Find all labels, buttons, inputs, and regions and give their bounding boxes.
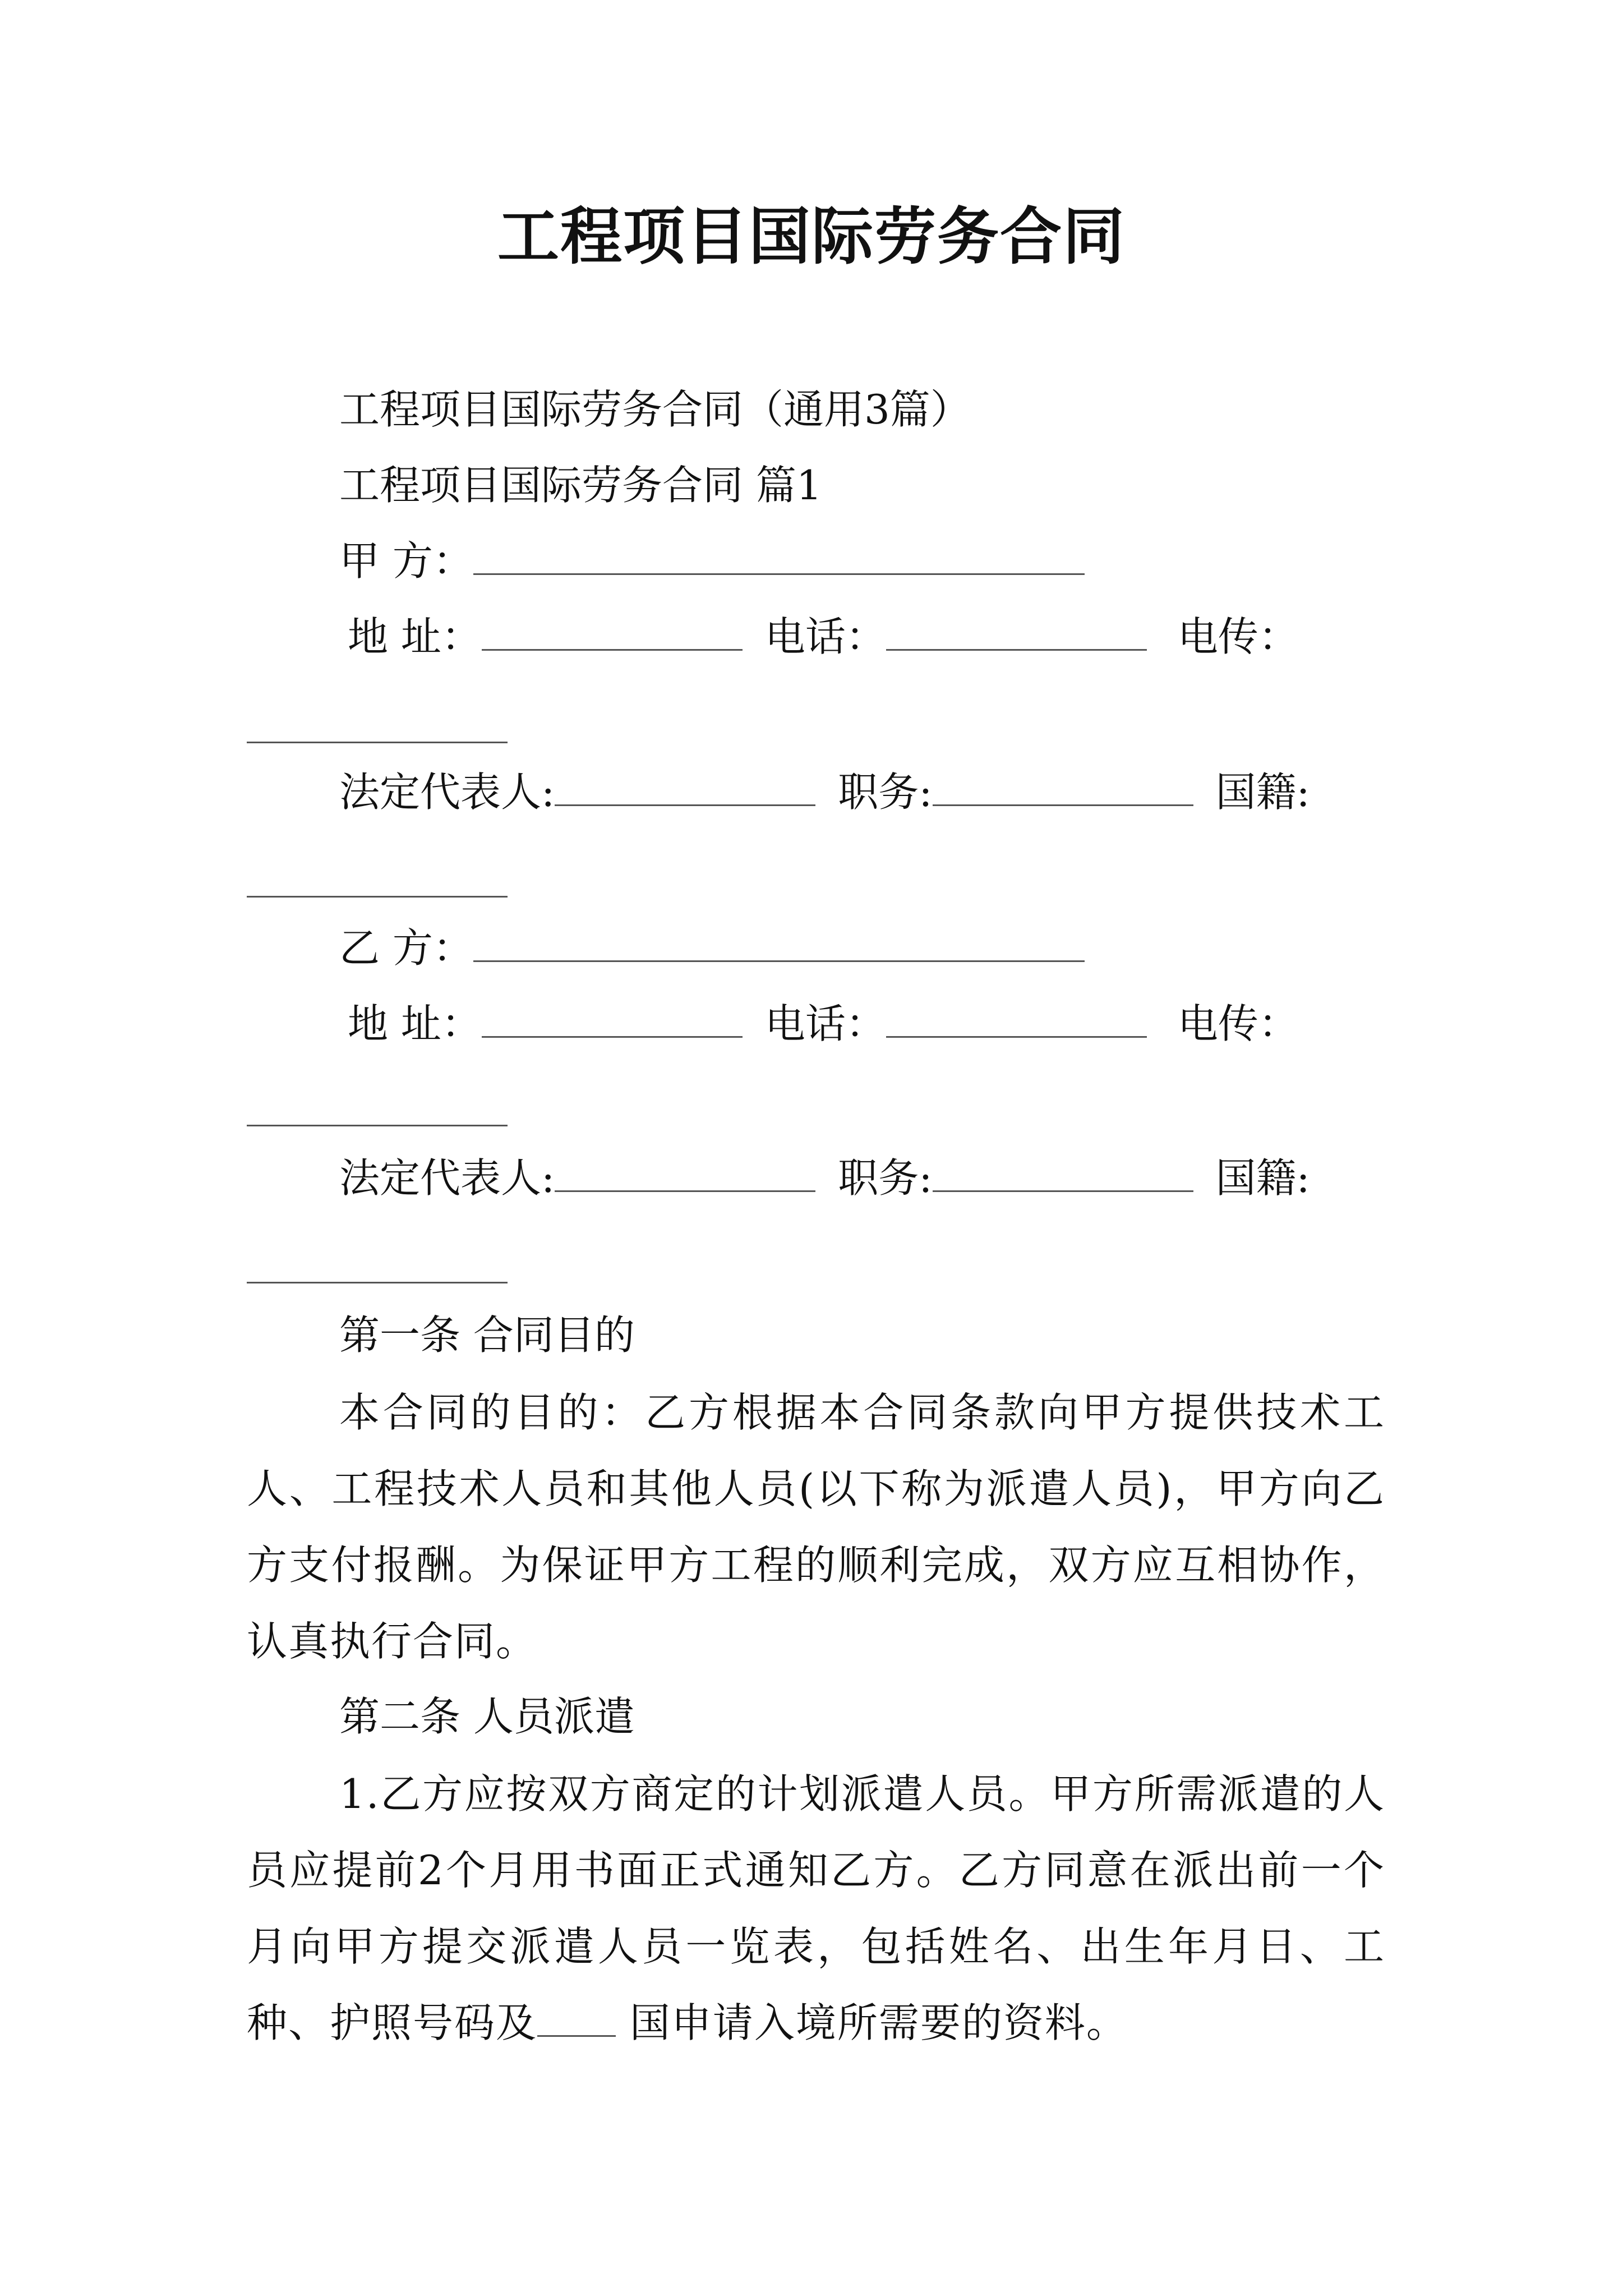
party-a-name-row (339, 533, 1085, 589)
party-b-rep-row (339, 1150, 1310, 1206)
party-a-nationality-blank[interactable] (247, 896, 508, 898)
party-b-position-label: 职务: (838, 1154, 933, 1202)
party-b-name-label: 乙 方： (339, 924, 473, 972)
party-a-address-label: 地 址： (348, 613, 482, 660)
party-a-address-blank[interactable] (482, 615, 743, 651)
document-subtitle: 工程项目国际劳务合同（通用3篇） (339, 386, 971, 433)
article-2-text-after: 国申请入境所需要的资料。 (616, 1999, 1128, 2046)
party-b-position-blank[interactable] (933, 1157, 1193, 1192)
party-a-rep-blank[interactable] (555, 771, 815, 806)
article-2-text (247, 1756, 1385, 2061)
party-a-name-blank[interactable] (473, 540, 1085, 575)
party-b-name-row (339, 920, 1085, 976)
party-a-name-label: 甲 方： (339, 537, 473, 585)
party-b-nationality-blank[interactable] (247, 1282, 508, 1283)
document-title: 工程项目国际劳务合同 (497, 201, 1126, 273)
party-a-fax-label: 电传： (1177, 613, 1299, 660)
party-b-nationality-label: 国籍: (1215, 1154, 1310, 1202)
party-b-name-blank[interactable] (473, 927, 1085, 962)
party-a-rep-label: 法定代表人: (339, 769, 555, 816)
party-b-rep-blank[interactable] (555, 1157, 815, 1192)
party-b-fax-label: 电传： (1177, 1000, 1299, 1047)
party-b-address-label: 地 址： (348, 1000, 482, 1047)
party-a-phone-blank[interactable] (886, 615, 1147, 651)
party-a-nationality-label: 国籍: (1215, 769, 1310, 816)
party-b-contact-row (348, 996, 1299, 1052)
party-b-fax-blank[interactable] (247, 1125, 508, 1126)
party-a-position-blank[interactable] (933, 771, 1193, 806)
party-b-phone-label: 电话： (764, 1000, 886, 1047)
article-2-heading: 第二条 人员派遣 (339, 1693, 635, 1740)
party-a-fax-blank[interactable] (247, 742, 508, 743)
party-b-rep-label: 法定代表人: (339, 1154, 555, 1202)
article-2-text-before: 1.乙方应按双方商定的计划派遣人员。甲方所需派遣的人员应提前2个月用书面正式通知乙方。乙方同意在派出前一个月向甲方提交派遣人员一览表，包括姓名、出生年月日、工种、护照号码及 (247, 1770, 1385, 2046)
party-a-contact-row (348, 609, 1299, 665)
party-b-phone-blank[interactable] (886, 1002, 1147, 1038)
article-2-country-blank[interactable] (537, 2001, 616, 2037)
party-a-rep-row (339, 764, 1310, 820)
party-a-phone-label: 电话： (764, 613, 886, 660)
party-a-position-label: 职务: (838, 769, 933, 816)
article-1-text: 本合同的目的：乙方根据本合同条款向甲方提供技术工人、工程技术人员和其他人员(以下称为派遣人员)，甲方向乙方支付报酬。为保证甲方工程的顺利完成，双方应互相协作，认真执行合同。 (247, 1389, 1385, 1665)
part-heading: 工程项目国际劳务合同 篇1 (339, 462, 822, 509)
article-1-heading: 第一条 合同目的 (339, 1312, 635, 1359)
party-b-address-blank[interactable] (482, 1002, 743, 1038)
